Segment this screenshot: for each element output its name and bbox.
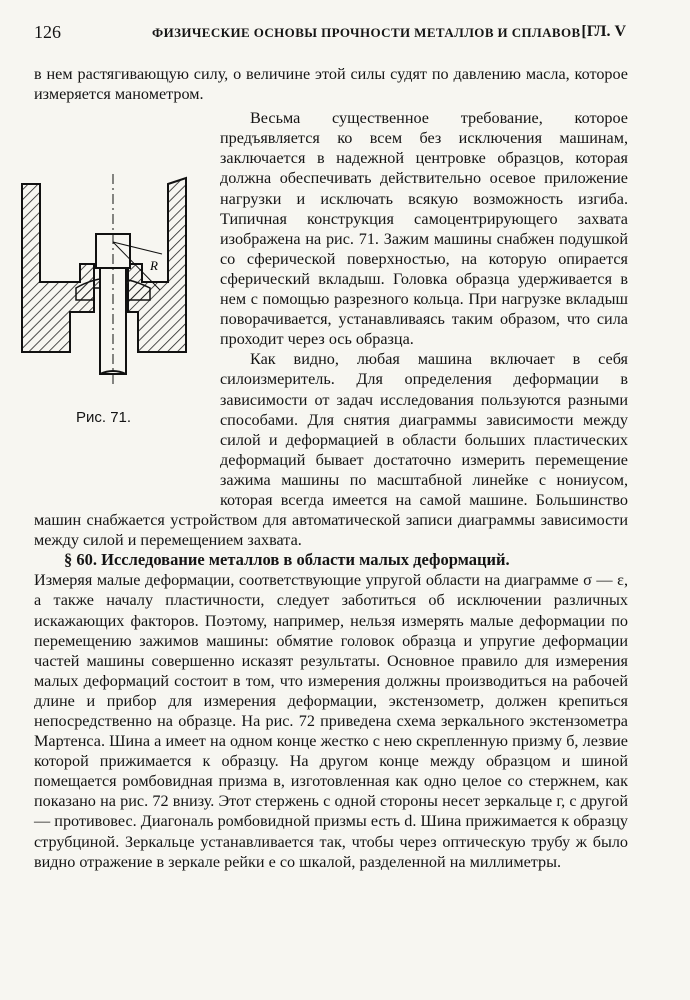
section-heading: § 60. Исследование металлов в области малых деформаций.: [64, 550, 510, 570]
self-centering-grip-drawing: [10, 172, 210, 402]
paragraph-centering-text: Весьма существенное требование, которое предъявляется ко всем без исключения машинам, заключается в надежной центровке образцов, которая должна обеспечивать действительно осевое приложение нагрузки и исключать всякую возможность изгиба. Типичная конструкция самоцентрирующего захвата изображена на рис. 71. Зажим машины снабжен подушкой со сферической поверхностью, на которую опирается сферический вкладыш. Головка образца удерживается в нем с помощью разрезного кольца. При нагрузке вкладыш поворачивается, устанавливаясь таким образом, что сила проходит через ось образца.: [220, 109, 628, 349]
paragraph-force-measurement: Как видно, любая машина включает в себя силоизмеритель. Для определения деформации в зависимости от задач исследования пользуются разными способами. Для снятия диаграммы зависимости между силой и деформацией в области больших пластических деформаций бывает достаточно измерить перемещение зажима машины по масштабной линейке с нониусом, которая всегда имеется на самой машине. Большинство машин снабжается устройством для автоматической записи диаграммы зависимости между силой и перемещением захвата.: [34, 350, 628, 550]
figure-71: [4, 172, 210, 502]
page-number: 126: [34, 22, 61, 42]
running-title: ФИЗИЧЕСКИЕ ОСНОВЫ ПРОЧНОСТИ МЕТАЛЛОВ И СПЛАВОВ: [152, 25, 581, 40]
paragraph-small-deformations: Измеряя малые деформации, соответствующие упругой области на диаграмме σ — ε, а также началу пластичности, следует заботиться об исключении различных искажающих факторов. Поэтому, например, нельзя измерять малые деформации по перемещению зажимов машины: обмятие головок образца и упругие деформации частей машины совершенно исказят результаты. Основное правило для измерения малых деформаций состоит в том, что измерения должны производиться на рабочей длине и прибор для измерения деформации, экстензометр, должен крепиться непосредственно на образце. На рис. 72 приведена схема зеркального экстензометра Мартенса. Шина а имеет на одном конце жестко с нею скрепленную призму б, лезвие которой прижимается к образцу. На другом конце между образцом и шиной помещается ромбовидная призма в, изготовленная как одно целое со стержнем, как показано на рис. 72 внизу. Этот стержень с одной стороны несет зеркальце г, с другой — противовес. Диагональ ромбовидной призмы есть d. Шина прижимается к образцу струбциной. Зеркальце устанавливается так, чтобы через оптическую трубу ж было видно отражение в зеркале рейки е со шкалой, разделенной на миллиметры.: [34, 571, 628, 871]
chapter-marker: [ГЛ. V: [581, 23, 626, 40]
grip-left-wall: [22, 184, 94, 352]
figure-caption: Рис. 71.: [76, 409, 132, 427]
paragraph-continuation: в нем растягивающую силу, о величине этой силы судят по давлению масла, которое измеряется манометром.: [34, 65, 628, 104]
running-header: [34, 22, 626, 48]
body-text: [34, 64, 628, 872]
paragraph-centering: [34, 108, 628, 427]
radius-label: R: [150, 258, 158, 274]
